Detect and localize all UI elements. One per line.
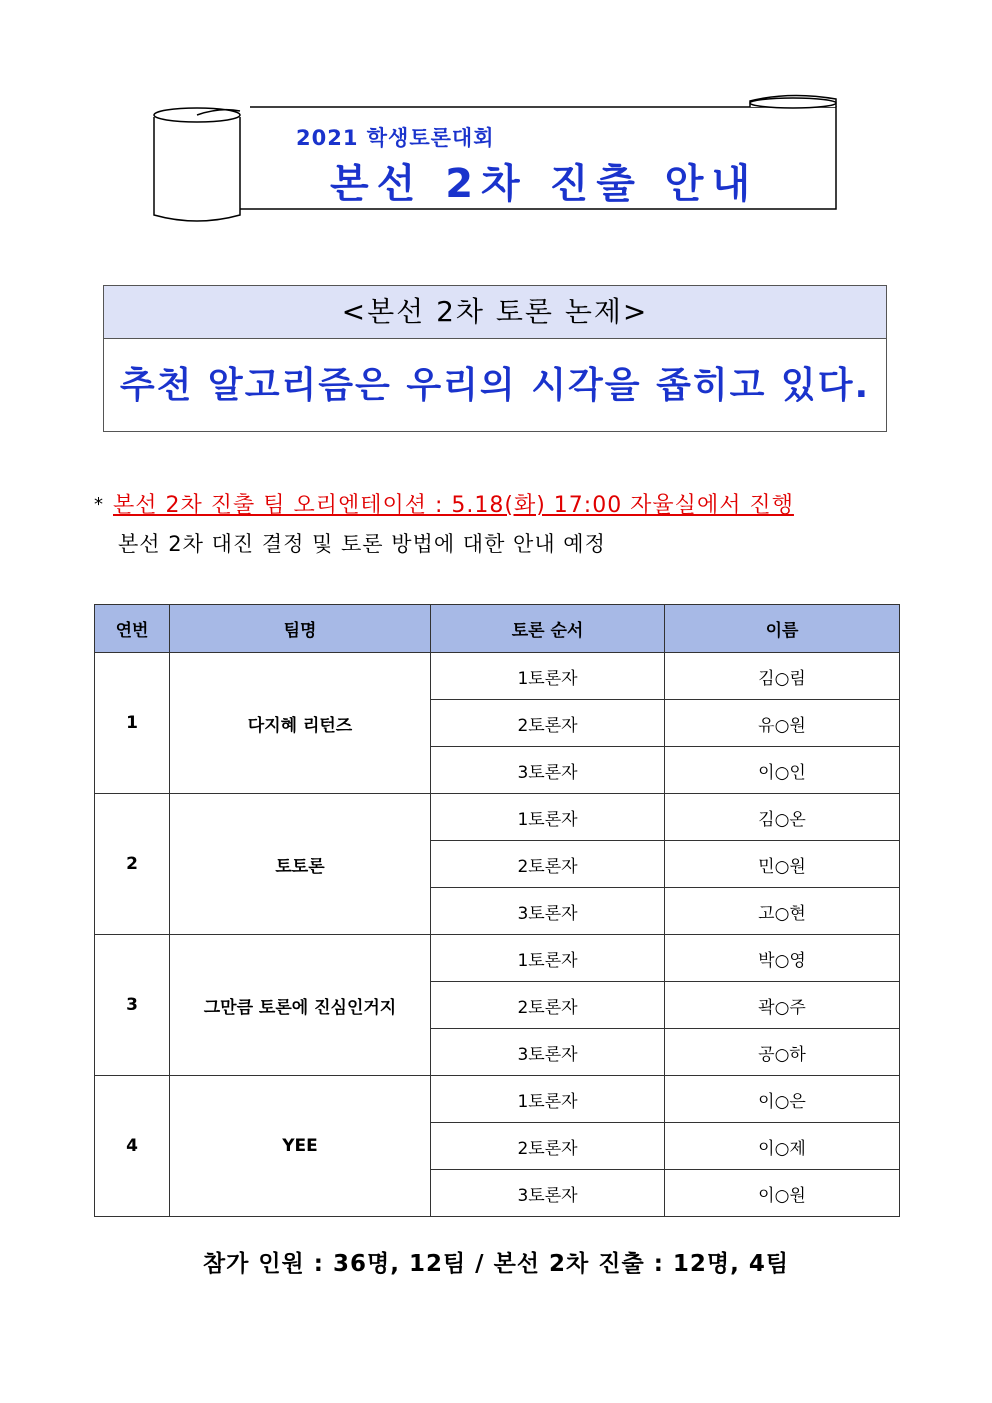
- speaker-order: 1토론자: [431, 653, 665, 700]
- speaker-name: 고○현: [665, 888, 900, 935]
- speaker-name: 이○은: [665, 1076, 900, 1123]
- team-number: 1: [95, 653, 170, 794]
- team-name: 토토론: [170, 794, 431, 935]
- team-number: 2: [95, 794, 170, 935]
- table-row: [95, 794, 900, 841]
- notice-detail: 본선 2차 대진 결정 및 토론 방법에 대한 안내 예정: [118, 532, 606, 556]
- speaker-order: 3토론자: [431, 1170, 665, 1217]
- table-row: [95, 1076, 900, 1123]
- speaker-name: 김○온: [665, 794, 900, 841]
- topic-statement: 추천 알고리즘은 우리의 시각을 좁히고 있다.: [119, 365, 871, 406]
- orientation-text: 본선 2차 진출 팀 오리엔테이션 : 5.18(화) 17:00 자율실에서 진행: [113, 493, 794, 518]
- speaker-order: 2토론자: [431, 841, 665, 888]
- speaker-name: 김○림: [665, 653, 900, 700]
- team-roster-table: [94, 604, 900, 1217]
- speaker-order: 3토론자: [431, 1029, 665, 1076]
- speaker-name: 이○인: [665, 747, 900, 794]
- column-header-name: 이름: [665, 605, 900, 653]
- bullet-marker: *: [94, 494, 103, 515]
- speaker-name: 박○영: [665, 935, 900, 982]
- participation-summary: 참가 인원 : 36명, 12팀 / 본선 2차 진출 : 12명, 4팀: [202, 1251, 790, 1277]
- speaker-name: 곽○주: [665, 982, 900, 1029]
- banner-subtitle: 2021 학생토론대회: [296, 126, 495, 150]
- topic-box: [103, 285, 887, 432]
- speaker-order: 1토론자: [431, 794, 665, 841]
- speaker-name: 유○원: [665, 700, 900, 747]
- column-header-order: 토론 순서: [431, 605, 665, 653]
- column-header-team: 팀명: [170, 605, 431, 653]
- speaker-order: 3토론자: [431, 888, 665, 935]
- team-name: 다지혜 리턴즈: [170, 653, 431, 794]
- table-row: [95, 935, 900, 982]
- speaker-name: 이○원: [665, 1170, 900, 1217]
- team-number: 4: [95, 1076, 170, 1217]
- speaker-order: 2토론자: [431, 1123, 665, 1170]
- speaker-name: 이○제: [665, 1123, 900, 1170]
- table-row: [95, 653, 900, 700]
- speaker-name: 공○하: [665, 1029, 900, 1076]
- orientation-notice: [94, 488, 794, 519]
- speaker-order: 2토론자: [431, 700, 665, 747]
- speaker-order: 1토론자: [431, 1076, 665, 1123]
- speaker-order: 3토론자: [431, 747, 665, 794]
- column-header-no: 연번: [95, 605, 170, 653]
- team-name: YEE: [170, 1076, 431, 1217]
- page-title: 본선 2차 진출 안내: [330, 161, 759, 207]
- team-name: 그만큼 토론에 진심인거지: [170, 935, 431, 1076]
- table-header-row: [95, 605, 900, 653]
- team-number: 3: [95, 935, 170, 1076]
- topic-header: <본선 2차 토론 논제>: [104, 286, 886, 339]
- speaker-order: 1토론자: [431, 935, 665, 982]
- speaker-name: 민○원: [665, 841, 900, 888]
- speaker-order: 2토론자: [431, 982, 665, 1029]
